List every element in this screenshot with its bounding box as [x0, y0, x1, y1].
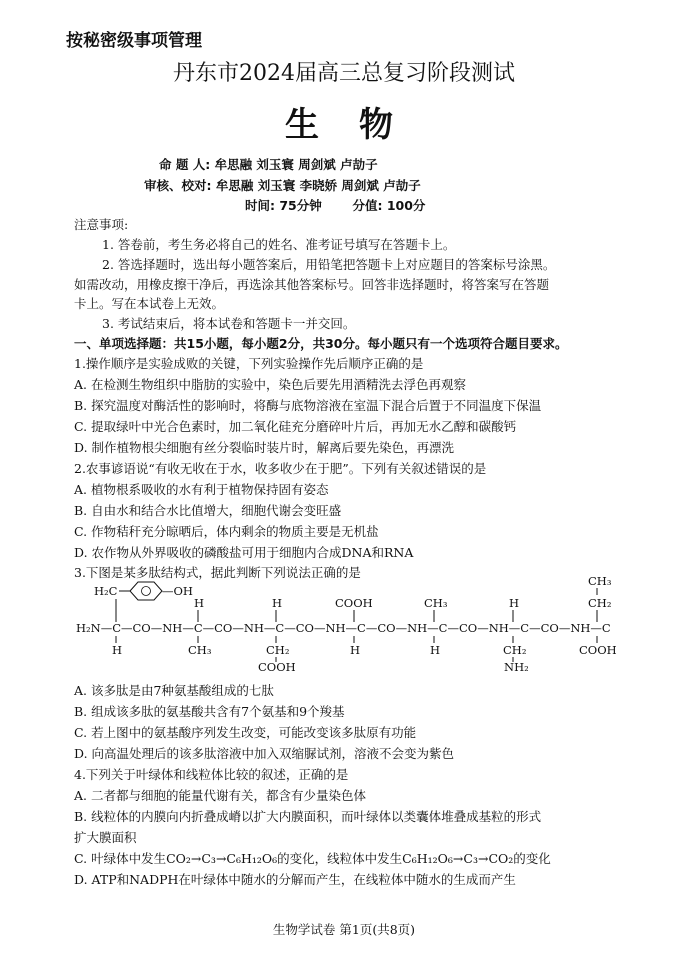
subject-title: 生物 [285, 105, 433, 145]
r3-cooh: COOH [258, 660, 296, 674]
notice-item-3: 3. 考试结束后，将本试卷和答题卡一并交回。 [102, 316, 356, 331]
r7-ch2: CH₂ [588, 596, 612, 610]
q4-option-a: A. 二者都与细胞的能量代谢有关，都含有少量染色体 [74, 788, 366, 803]
q4-option-b-line-2: 扩大膜面积 [74, 830, 137, 845]
q4-stem: 4.下列关于叶绿体和线粒体比较的叙述，正确的是 [74, 767, 349, 782]
q4-option-c: C. 叶绿体中发生CO₂→C₃→C₆H₁₂O₆的变化，线粒体中发生C₆H₁₂O₆→C₃→CO₂的变化 [74, 851, 551, 866]
r5-h: H [430, 643, 441, 657]
q1-option-b: B. 探究温度对酶活性的影响时，将酶与底物溶液在室温下混合后置于不同温度下保温 [74, 398, 542, 413]
backbone-chain: H₂N—C—CO—NH—C—CO—NH—C—CO—NH—C—CO—NH—C—CO—NH—C—CO—NH—C [76, 621, 611, 635]
r6-h: H [509, 596, 520, 610]
reviewers: 牟思融 刘玉寰 李晓娇 周剑斌 卢劼子 [215, 178, 421, 193]
r1-h: H [112, 643, 123, 657]
r1-h2c: H₂C [94, 584, 118, 598]
r3-h: H [272, 596, 283, 610]
q1-option-d: D. 制作植物根尖细胞有丝分裂临时装片时，解离后要先染色，再漂洗 [74, 440, 455, 455]
exam-time: 时间: 75分钟 [245, 198, 322, 213]
q2-option-a: A. 植物根系吸收的水有利于植物保持固有姿态 [74, 482, 329, 497]
r3-ch2: CH₂ [266, 643, 290, 657]
r1-oh: —OH [162, 584, 193, 598]
q4-option-d: D. ATP和NADPH在叶绿体中随水的分解而产生，在线粒体中随水的生成而产生 [74, 872, 516, 887]
section-1-heading: 一、单项选择题：共15小题，每小题2分，共30分。每小题只有一个选项符合题目要求。 [74, 336, 568, 351]
notice-item-2-line-3: 卡上。写在本试卷上无效。 [74, 296, 225, 311]
q2-stem: 2.农事谚语说“有收无收在于水，收多收少在于肥”。下列有关叙述错误的是 [74, 461, 487, 476]
q4-option-b-line-1: B. 线粒体的内膜向内折叠成嵴以扩大内膜面积，而叶绿体以类囊体堆叠成基粒的形式 [74, 809, 542, 824]
r7-cooh: COOH [579, 643, 617, 657]
q3-option-d: D. 向高温处理后的该多肽溶液中加入双缩脲试剂，溶液不会变为紫色 [74, 746, 455, 761]
polypeptide-structure [72, 572, 642, 677]
notice-item-1: 1. 答卷前，考生务必将自己的姓名、准考证号填写在答题卡上。 [102, 237, 456, 252]
q3-option-b: B. 组成该多肽的氨基酸共含有7个氨基和9个羧基 [74, 704, 345, 719]
authors-line [159, 155, 378, 173]
q3-stem: 3.下图是某多肽结构式，据此判断下列说法正确的是 [74, 565, 361, 580]
r2-ch3: CH₃ [188, 643, 212, 657]
notice-heading: 注意事项: [74, 217, 129, 232]
r4-h: H [350, 643, 361, 657]
r5-ch3: CH₃ [424, 596, 448, 610]
r6-nh2: NH₂ [504, 660, 529, 674]
authors: 牟思融 刘玉寰 周剑斌 卢劼子 [214, 157, 378, 172]
time-score-line [245, 196, 425, 214]
q1-option-a: A. 在检测生物组织中脂肪的实验中，染色后要先用酒精洗去浮色再观察 [74, 377, 466, 392]
reviewers-line [144, 176, 421, 194]
exam-title: 丹东市2024届高三总复习阶段测试 [173, 61, 515, 86]
notice-item-2-line-1: 2. 答选择题时，选出每小题答案后，用铅笔把答题卡上对应题目的答案标号涂黑。 [102, 257, 556, 272]
q1-option-c: C. 提取绿叶中光合色素时，加二氧化硅充分磨碎叶片后，再加无水乙醇和碳酸钙 [74, 419, 517, 434]
r6-ch2: CH₂ [503, 643, 527, 657]
reviewers-label: 审核、校对: [144, 178, 212, 193]
benzene-ring [130, 582, 162, 600]
r2-h: H [194, 596, 205, 610]
r4-cooh: COOH [335, 596, 373, 610]
notice-item-2-line-2: 如需改动，用橡皮擦干净后，再选涂其他答案标号。回答非选择题时，将答案写在答题 [74, 277, 550, 292]
q3-option-c: C. 若上图中的氨基酸序列发生改变，可能改变该多肽原有功能 [74, 725, 417, 740]
q2-option-b: B. 自由水和结合水比值增大，细胞代谢会变旺盛 [74, 503, 342, 518]
q3-option-a: A. 该多肽是由7种氨基酸组成的七肽 [74, 683, 274, 698]
q2-option-d: D. 农作物从外界吸收的磷酸盐可用于细胞内合成DNA和RNA [74, 545, 414, 560]
authors-label: 命 题 人: [159, 157, 211, 172]
exam-score: 分值: 100分 [352, 198, 426, 213]
q2-option-c: C. 作物秸秆充分晾晒后，体内剩余的物质主要是无机盐 [74, 524, 379, 539]
r7-ch3: CH₃ [588, 574, 612, 588]
page-footer: 生物学试卷 第1页(共8页) [272, 922, 416, 937]
classification-label: 按秘密级事项管理 [66, 31, 202, 51]
q1-stem: 1.操作顺序是实验成败的关键，下列实验操作先后顺序正确的是 [74, 356, 424, 371]
